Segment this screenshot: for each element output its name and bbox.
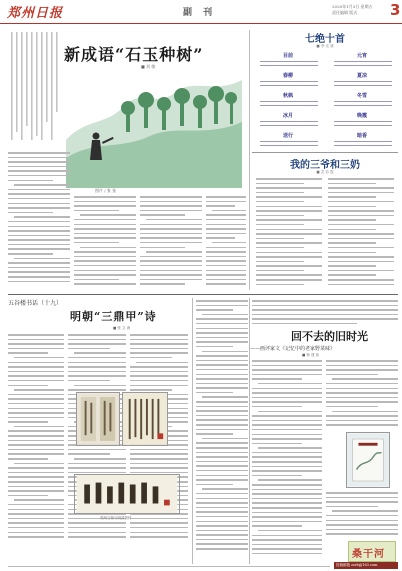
poem-heading: 送行 <box>282 133 293 139</box>
contact-bar: 投稿邮箱 zzrb@163.com <box>334 562 398 569</box>
lower-right-divider <box>249 298 250 564</box>
feature-body-col-1 <box>8 152 70 288</box>
poem-heading: 夏凉 <box>356 73 367 79</box>
poems-title: 七绝十首 <box>305 34 345 45</box>
column-photo-caption: 郑州文物与明清资料 <box>100 516 132 520</box>
feature-body-col-4 <box>206 196 246 288</box>
poem-heading: 元宵 <box>356 53 367 59</box>
calligraphy-photo-1 <box>76 392 120 446</box>
feature-title: 新成语“石玉种树” <box>64 45 204 64</box>
poem-heading: 暗香 <box>356 133 367 139</box>
column-divider <box>249 30 250 290</box>
poem-heading: 晚霞 <box>356 113 367 119</box>
feature-photo-caption: 图片 / 张 张 <box>95 188 117 193</box>
feature-byline: ■ 刘 敏 <box>141 64 156 69</box>
right-essay-col-2 <box>328 178 394 288</box>
newspaper-logo: 郑州日报 <box>7 6 64 21</box>
feature-body-col-3 <box>140 196 202 288</box>
lower-right-byline: ■ 杨 建 伟 <box>302 353 320 357</box>
lower-right-title: 回不去的旧时光 <box>291 330 368 343</box>
poem-heading: 冰月 <box>282 113 293 119</box>
column-body-col-1 <box>8 334 64 560</box>
poem-divider <box>252 152 398 153</box>
right-essay-byline: ■ 武 彩 霞 <box>316 170 334 174</box>
column-byline: ■ 张 文 涛 <box>113 326 131 330</box>
scroll-photo <box>74 474 180 514</box>
right-essay-title: 我的三爷和三奶 <box>290 160 360 171</box>
editor-line: 责任编辑 版式 <box>332 10 358 15</box>
column-label: 五谷楼书话（十九） <box>8 300 63 307</box>
lower-column-divider <box>192 298 193 564</box>
middle-body-col <box>196 300 248 562</box>
poems-byline: ■ 李 光 斌 <box>316 44 334 48</box>
lower-right-text-top <box>252 300 398 324</box>
poem-heading: 秋枫 <box>282 93 293 99</box>
date-info <box>332 4 388 16</box>
lower-right-subtitle: ——画评家文《记忆中的老家野菜味》 <box>250 346 336 352</box>
footer-rule <box>8 566 330 567</box>
column-badge-title: 桑干河 <box>352 549 385 560</box>
column-title: 明朝“三鼎甲”诗 <box>70 310 157 323</box>
calligraphy-photo-2 <box>122 392 168 446</box>
poem-heading: 目前 <box>282 53 293 59</box>
column-body-col-3 <box>130 334 188 560</box>
page-number: 3 <box>390 1 401 19</box>
column-body-col-2 <box>68 334 126 560</box>
section-divider <box>8 294 398 295</box>
section-title: 副 刊 <box>183 8 217 18</box>
book-cover-photo <box>346 432 390 488</box>
poem-heading: 春柳 <box>282 73 293 79</box>
right-essay-col-1 <box>256 178 322 288</box>
date-line: 2020年1月3日 星期五 <box>332 4 373 9</box>
lower-right-col-3 <box>326 492 398 538</box>
lower-right-col-1 <box>252 360 322 560</box>
poem-heading: 冬雪 <box>356 93 367 99</box>
lower-right-col-2 <box>326 360 398 428</box>
feature-vertical-text <box>8 30 64 142</box>
feature-body-col-2 <box>74 196 136 288</box>
feature-illustration <box>66 70 242 188</box>
masthead <box>0 0 402 24</box>
